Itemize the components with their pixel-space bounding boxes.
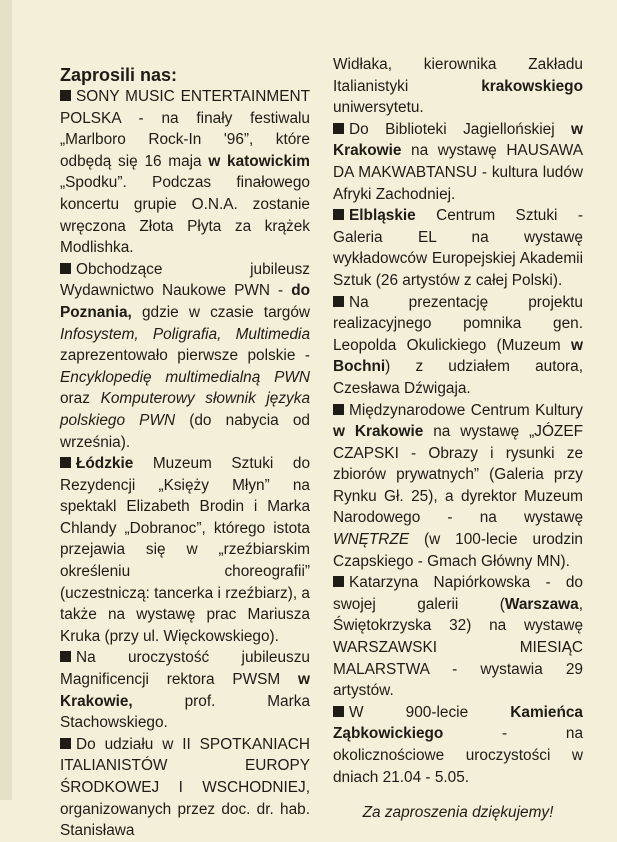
entry-italianists: Do udziału w II SPOTKANIACH ITALIANISTÓW EUROPY ŚRODKOWEJ I WSCHODNIEJ, organizowanych przez doc. dr. hab. Stanisława (60, 735, 310, 840)
entry-italianists-cont: Widłaka, kierownika Zakładu Italianistyki krakowskiego uniwersytetu. (333, 56, 583, 117)
entry-okulicki: Na prezentację projektu realizacyjnego pomnika gen. Leopolda Okulickiego (Muzeum w Bochni) z udziałem autora, Czesława Dźwigaja. (333, 293, 583, 397)
entry-lodz: Łódzkie Muzeum Sztuki do Rezydencji „Księży Młyn” na spektakl Elizabeth Brodin i Marka Chlandy „Dobranoc”, którego istota przejawia się w „rzeźbiarskim określeniu choreografii” (uczestniczą: tancerka i rzeźbiarz), a także na wystawę prac Mariusza Kruka (przy ul. Więckowskiego). (60, 455, 310, 645)
bullet-square-icon (60, 90, 71, 101)
bullet-square-icon (60, 738, 71, 749)
bullet-square-icon (60, 263, 71, 274)
left-column (60, 64, 310, 842)
bullet-square-icon (60, 651, 71, 662)
entry-jagiellonian: Do Biblioteki Jagiellońskiej w Krakowie na wystawę HAUSAWA DA MAKWABTANSU - kultura ludów Afryki Zachodniej. (333, 120, 583, 203)
bullet-square-icon (333, 706, 344, 717)
thanks-note: Za zaproszenia dziękujemy! (362, 804, 554, 822)
entry-napiorkowska: Katarzyna Napiórkowska - do swojej galerii (Warszawa, Świętokrzyska 32) na wystawę WARSZAWSKI MIESIĄC MALARSTWA - wystawia 29 artystów. (333, 574, 583, 700)
entry-pwn: Obchodzące jubileusz Wydawnictwo Naukowe PWN - do Poznania, gdzie w czasie targów Infosystem, Poligrafia, Multimedia zaprezentowało pierwsze polskie - Encyklopedię multimedialną PWN oraz Komputerowy słownik języka polskiego PWN (do nabycia od września). (60, 260, 311, 451)
bullet-square-icon (60, 457, 71, 468)
entry-sony: SONY MUSIC ENTERTAINMENT POLSKA - na finały festiwalu „Marlboro Rock-In '96”, które odbędą się 16 maja w katowickim „Spodku”. Podczas finałowego koncertu grupie O.N.A. zostanie wręczona Złota Płyta za krążek Modlishka. (60, 88, 310, 257)
entry-kamieniec: W 900-lecie Kamieńca Ząbkowickiego - na okolicznościowe uroczystości w dniach 21.04 - 5.05. (333, 703, 583, 786)
entry-elblag: Elbląskie Centrum Sztuki - Galeria EL na wystawę wykładowców Europejskiej Akademii Sztuk (26 artystów z całej Polski). (333, 207, 583, 289)
entry-pwsm: Na uroczystość jubileuszu Magnificencji rektora PWSM w Krakowie, prof. Marka Stachowskiego. (60, 649, 310, 732)
bullet-square-icon (333, 576, 344, 587)
section-heading: Zaprosili nas: (60, 65, 178, 85)
bullet-square-icon (333, 123, 344, 134)
right-column (333, 54, 583, 824)
bullet-square-icon (333, 209, 344, 220)
bullet-square-icon (333, 404, 344, 415)
entry-czapski: Międzynarodowe Centrum Kultury w Krakowie na wystawę „JÓZEF CZAPSKI - Obrazy i rysunki ze zbiorów prywatnych” (Galeria przy Rynku Gł. 25), a dyrektor Muzeum Narodowego - na wystawę WNĘTRZE (w 100-lecie urodzin Czapskiego - Gmach Główny MN). (333, 401, 583, 570)
page-edge (0, 0, 12, 800)
bullet-square-icon (333, 296, 344, 307)
